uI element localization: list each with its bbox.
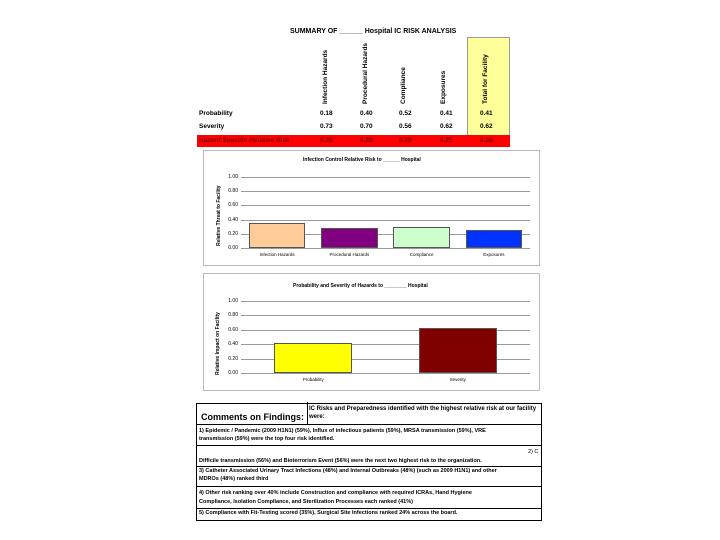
- gridline: [241, 177, 530, 178]
- x-tick-label: Compliance: [409, 252, 434, 257]
- table-cell: 0.18: [320, 110, 333, 117]
- comments-heading: Comments on Findings:: [201, 412, 304, 422]
- comment-line: 4) Other risk ranking over 40% include Construction and compliance with required ICRAs, Hand Hygiene: [199, 490, 472, 496]
- comment-line: transmission (59%) were the top four risk identified.: [199, 436, 335, 442]
- chart-bar: [393, 227, 449, 248]
- table-cell: 0.70: [360, 123, 373, 130]
- row-label-risk: Hazard Specific Relative Risk: [199, 137, 290, 144]
- y-tick-label: 0.00: [228, 245, 238, 251]
- x-tick-label: Procedural Hazards: [329, 252, 370, 257]
- column-header-infection: Infection Hazards: [322, 49, 329, 104]
- y-tick-label: 1.00: [228, 174, 238, 180]
- y-tick-label: 0.60: [228, 202, 238, 209]
- table-cell: 0.29: [399, 137, 412, 144]
- chart-y-axis-label: Relative Impact on Facility: [215, 312, 221, 375]
- divider: [197, 508, 541, 509]
- gridline: [241, 220, 530, 221]
- divider: [197, 466, 541, 467]
- y-tick-label: 0.40: [228, 341, 238, 348]
- table-cell: 0.52: [399, 110, 412, 117]
- comments-box: [196, 403, 542, 521]
- column-header-compliance: Compliance: [400, 67, 407, 104]
- summary-title: SUMMARY OF ______ Hospital IC RISK ANALYSIS: [290, 28, 457, 35]
- chart-bar: [249, 223, 305, 248]
- table-cell: 0.25: [440, 137, 453, 144]
- chart-y-axis-label: Relative Threat to Facility: [216, 185, 222, 246]
- table-cell: 0.56: [399, 123, 412, 130]
- y-tick-label: 0.20: [228, 355, 238, 362]
- x-tick-label: Exposures: [483, 252, 505, 257]
- comment-text: IC Risks and Preparedness identified with the highest relative risk at our facility: [309, 406, 537, 412]
- chart-title: Probability and Severity of Hazards to ________ Hospital: [293, 283, 428, 289]
- table-cell: 0.26: [480, 137, 493, 144]
- chart-bar: [466, 230, 522, 248]
- x-tick-label: Infection Hazards: [259, 252, 295, 257]
- row-label-severity: Severity: [199, 123, 225, 130]
- chart-bar: [274, 343, 352, 373]
- divider: [197, 486, 541, 487]
- gridline: [241, 315, 530, 316]
- row-label-probability: Probability: [199, 110, 233, 117]
- gridline: [241, 205, 530, 206]
- table-cell: 0.40: [360, 110, 373, 117]
- chart-title: Infection Control Relative Risk to ______ Hospital: [303, 157, 421, 163]
- divider: [197, 424, 541, 425]
- y-tick-label: 0.00: [228, 370, 238, 376]
- comment-line: 3) Catheter Associated Urinary Tract Infections (48%) and Internal Outbreaks (48%) (such as 2009 H1N1) and other: [199, 468, 497, 474]
- y-tick-label: 0.80: [228, 188, 238, 195]
- comment-line: 5) Compliance with Fit-Testing scored (35%), Surgical Site Infections ranked 24% across the board.: [199, 510, 458, 516]
- table-cell: 0.62: [480, 123, 493, 130]
- column-header-total: Total for Facility: [482, 54, 489, 104]
- chart-bar: [321, 228, 377, 248]
- table-cell: 0.73: [320, 123, 333, 130]
- table-cell: 0.41: [480, 110, 493, 117]
- y-tick-label: 0.40: [228, 216, 238, 223]
- divider: [197, 445, 541, 446]
- x-tick-label: Severity: [449, 377, 466, 382]
- y-tick-label: 1.00: [228, 298, 238, 304]
- comment-line: Difficile transmission (56%) and Bioterrorism Event (56%) were the next two highest risk to the organization.: [199, 458, 482, 464]
- column-header-procedural: Procedural Hazards: [362, 42, 369, 104]
- column-header-exposures: Exposures: [440, 70, 447, 104]
- y-tick-label: 0.20: [228, 230, 238, 237]
- comment-line: MDROs (48%) ranked third: [199, 476, 269, 482]
- table-cell: 0.62: [440, 123, 453, 130]
- comment-line: 2) C: [528, 449, 539, 455]
- table-cell: 0.35: [320, 137, 333, 144]
- divider: [307, 402, 308, 424]
- comment-text: were:: [309, 414, 325, 420]
- gridline: [241, 248, 530, 249]
- x-tick-label: Probability: [302, 377, 324, 382]
- table-cell: 0.28: [360, 137, 373, 144]
- gridline: [241, 191, 530, 192]
- chart-bar: [419, 328, 497, 373]
- y-tick-label: 0.60: [228, 326, 238, 333]
- table-cell: 0.41: [440, 110, 453, 117]
- gridline: [241, 301, 530, 302]
- comment-line: Compliance, Isolation Compliance, and Sterilization Processes each ranked (41%): [199, 499, 413, 505]
- y-tick-label: 0.80: [228, 312, 238, 319]
- comment-line: 1) Epidemic / Pandemic (2009 H1N1) (59%), Influx of infectious patients (59%), MRSA transmission (59%), VRE: [199, 428, 486, 434]
- gridline: [241, 373, 530, 374]
